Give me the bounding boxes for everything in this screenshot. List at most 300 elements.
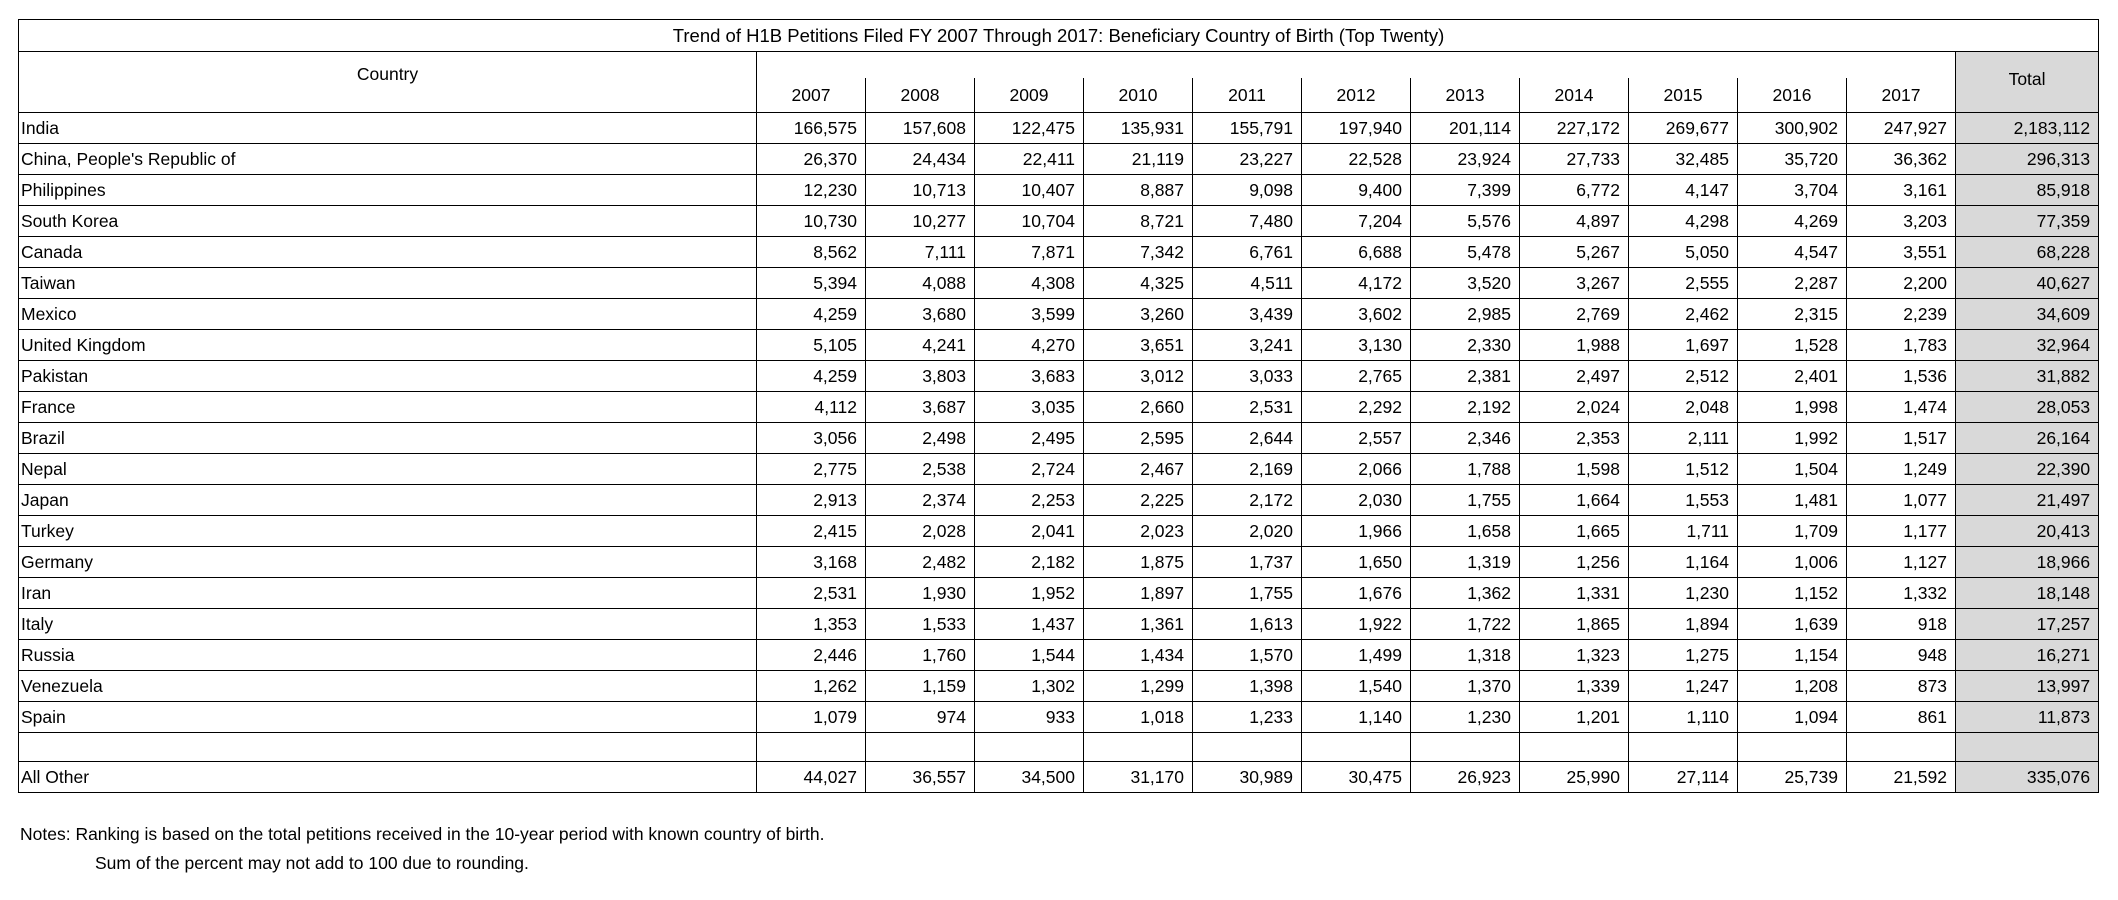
country-cell: Mexico bbox=[19, 299, 757, 330]
year-header-2009: 2009 bbox=[975, 78, 1084, 113]
value-cell-2013: 1,319 bbox=[1411, 547, 1520, 578]
total-cell: 18,966 bbox=[1956, 547, 2099, 578]
value-cell-2011: 2,169 bbox=[1193, 454, 1302, 485]
table-body bbox=[19, 113, 2099, 793]
value-cell-2012: 4,172 bbox=[1302, 268, 1411, 299]
value-cell-2015: 1,711 bbox=[1629, 516, 1738, 547]
value-cell-2016: 1,094 bbox=[1738, 702, 1847, 733]
value-cell-2017: 36,362 bbox=[1847, 144, 1956, 175]
value-cell-2016: 25,739 bbox=[1738, 762, 1847, 793]
table-row-philippines bbox=[19, 175, 2099, 206]
year-header-2013: 2013 bbox=[1411, 78, 1520, 113]
value-cell-2011: 9,098 bbox=[1193, 175, 1302, 206]
value-cell-2007: 1,353 bbox=[757, 609, 866, 640]
value-cell-2012: 6,688 bbox=[1302, 237, 1411, 268]
table-row-china-people-s-republic-of bbox=[19, 144, 2099, 175]
country-cell: Spain bbox=[19, 702, 757, 733]
value-cell-2009: 3,683 bbox=[975, 361, 1084, 392]
value-cell-2013: 201,114 bbox=[1411, 113, 1520, 144]
value-cell-2007: 2,446 bbox=[757, 640, 866, 671]
value-cell-2012: 30,475 bbox=[1302, 762, 1411, 793]
total-cell: 296,313 bbox=[1956, 144, 2099, 175]
value-cell-2009: 933 bbox=[975, 702, 1084, 733]
value-cell-2013: 3,520 bbox=[1411, 268, 1520, 299]
value-cell-2017: 1,536 bbox=[1847, 361, 1956, 392]
value-cell-2014: 2,769 bbox=[1520, 299, 1629, 330]
value-cell-2008: 1,533 bbox=[866, 609, 975, 640]
value-cell-2007: 5,394 bbox=[757, 268, 866, 299]
value-cell-2009: 10,407 bbox=[975, 175, 1084, 206]
value-cell-2015: 1,512 bbox=[1629, 454, 1738, 485]
value-cell-2009: 1,302 bbox=[975, 671, 1084, 702]
value-cell-2016: 300,902 bbox=[1738, 113, 1847, 144]
value-cell-2014: 1,598 bbox=[1520, 454, 1629, 485]
country-cell: Italy bbox=[19, 609, 757, 640]
empty-cell bbox=[19, 733, 757, 762]
petitions-table-container bbox=[18, 19, 2098, 793]
value-cell-2012: 9,400 bbox=[1302, 175, 1411, 206]
value-cell-2008: 10,713 bbox=[866, 175, 975, 206]
value-cell-2010: 1,018 bbox=[1084, 702, 1193, 733]
country-cell: South Korea bbox=[19, 206, 757, 237]
value-cell-2015: 1,230 bbox=[1629, 578, 1738, 609]
value-cell-2010: 1,361 bbox=[1084, 609, 1193, 640]
value-cell-2011: 2,644 bbox=[1193, 423, 1302, 454]
value-cell-2008: 1,760 bbox=[866, 640, 975, 671]
value-cell-2014: 2,353 bbox=[1520, 423, 1629, 454]
value-cell-2011: 23,227 bbox=[1193, 144, 1302, 175]
value-cell-2007: 4,112 bbox=[757, 392, 866, 423]
value-cell-2013: 1,230 bbox=[1411, 702, 1520, 733]
table-row-nepal bbox=[19, 454, 2099, 485]
table-row-france bbox=[19, 392, 2099, 423]
value-cell-2009: 2,041 bbox=[975, 516, 1084, 547]
value-cell-2007: 2,913 bbox=[757, 485, 866, 516]
total-cell: 26,164 bbox=[1956, 423, 2099, 454]
value-cell-2017: 1,249 bbox=[1847, 454, 1956, 485]
value-cell-2008: 2,482 bbox=[866, 547, 975, 578]
value-cell-2013: 7,399 bbox=[1411, 175, 1520, 206]
value-cell-2007: 3,168 bbox=[757, 547, 866, 578]
empty-cell bbox=[1738, 733, 1847, 762]
value-cell-2008: 1,930 bbox=[866, 578, 975, 609]
value-cell-2010: 2,660 bbox=[1084, 392, 1193, 423]
country-cell: Venezuela bbox=[19, 671, 757, 702]
table-row-taiwan bbox=[19, 268, 2099, 299]
total-column-header: Total bbox=[1956, 52, 2099, 113]
year-header-2012: 2012 bbox=[1302, 78, 1411, 113]
value-cell-2012: 1,966 bbox=[1302, 516, 1411, 547]
value-cell-2012: 2,030 bbox=[1302, 485, 1411, 516]
table-row-south-korea bbox=[19, 206, 2099, 237]
value-cell-2016: 1,481 bbox=[1738, 485, 1847, 516]
value-cell-2016: 1,528 bbox=[1738, 330, 1847, 361]
value-cell-2007: 10,730 bbox=[757, 206, 866, 237]
table-row-pakistan bbox=[19, 361, 2099, 392]
value-cell-2007: 12,230 bbox=[757, 175, 866, 206]
total-cell: 2,183,112 bbox=[1956, 113, 2099, 144]
value-cell-2010: 2,595 bbox=[1084, 423, 1193, 454]
value-cell-2017: 1,783 bbox=[1847, 330, 1956, 361]
value-cell-2016: 1,006 bbox=[1738, 547, 1847, 578]
value-cell-2015: 1,110 bbox=[1629, 702, 1738, 733]
value-cell-2009: 2,724 bbox=[975, 454, 1084, 485]
value-cell-2008: 974 bbox=[866, 702, 975, 733]
value-cell-2014: 5,267 bbox=[1520, 237, 1629, 268]
total-cell: 77,359 bbox=[1956, 206, 2099, 237]
country-cell: Japan bbox=[19, 485, 757, 516]
table-row-united-kingdom bbox=[19, 330, 2099, 361]
value-cell-2010: 1,875 bbox=[1084, 547, 1193, 578]
value-cell-2010: 31,170 bbox=[1084, 762, 1193, 793]
country-cell: United Kingdom bbox=[19, 330, 757, 361]
h1b-petitions-table bbox=[18, 19, 2099, 793]
blank-separator-row bbox=[19, 733, 2099, 762]
value-cell-2010: 135,931 bbox=[1084, 113, 1193, 144]
value-cell-2013: 1,362 bbox=[1411, 578, 1520, 609]
value-cell-2009: 34,500 bbox=[975, 762, 1084, 793]
value-cell-2010: 2,023 bbox=[1084, 516, 1193, 547]
value-cell-2016: 1,504 bbox=[1738, 454, 1847, 485]
value-cell-2016: 1,709 bbox=[1738, 516, 1847, 547]
value-cell-2011: 155,791 bbox=[1193, 113, 1302, 144]
value-cell-2013: 2,985 bbox=[1411, 299, 1520, 330]
value-cell-2016: 1,154 bbox=[1738, 640, 1847, 671]
value-cell-2016: 2,401 bbox=[1738, 361, 1847, 392]
table-row-russia bbox=[19, 640, 2099, 671]
country-cell: Philippines bbox=[19, 175, 757, 206]
empty-cell bbox=[1629, 733, 1738, 762]
empty-cell bbox=[1956, 733, 2099, 762]
value-cell-2011: 1,613 bbox=[1193, 609, 1302, 640]
value-cell-2015: 2,048 bbox=[1629, 392, 1738, 423]
value-cell-2008: 4,088 bbox=[866, 268, 975, 299]
value-cell-2014: 1,256 bbox=[1520, 547, 1629, 578]
value-cell-2016: 3,704 bbox=[1738, 175, 1847, 206]
note-rounding: Sum of the percent may not add to 100 due to rounding. bbox=[95, 853, 529, 873]
value-cell-2015: 269,677 bbox=[1629, 113, 1738, 144]
year-header-2017: 2017 bbox=[1847, 78, 1956, 113]
value-cell-2015: 4,298 bbox=[1629, 206, 1738, 237]
value-cell-2017: 1,517 bbox=[1847, 423, 1956, 454]
table-row-brazil bbox=[19, 423, 2099, 454]
value-cell-2012: 197,940 bbox=[1302, 113, 1411, 144]
country-column-header: Country bbox=[19, 52, 757, 113]
value-cell-2010: 3,651 bbox=[1084, 330, 1193, 361]
value-cell-2017: 21,592 bbox=[1847, 762, 1956, 793]
total-cell: 16,271 bbox=[1956, 640, 2099, 671]
total-cell: 40,627 bbox=[1956, 268, 2099, 299]
value-cell-2015: 2,512 bbox=[1629, 361, 1738, 392]
value-cell-2007: 26,370 bbox=[757, 144, 866, 175]
value-cell-2011: 30,989 bbox=[1193, 762, 1302, 793]
value-cell-2015: 1,275 bbox=[1629, 640, 1738, 671]
value-cell-2017: 247,927 bbox=[1847, 113, 1956, 144]
value-cell-2013: 2,381 bbox=[1411, 361, 1520, 392]
value-cell-2016: 2,287 bbox=[1738, 268, 1847, 299]
year-header-2008: 2008 bbox=[866, 78, 975, 113]
value-cell-2007: 3,056 bbox=[757, 423, 866, 454]
table-row-venezuela bbox=[19, 671, 2099, 702]
table-row-all-other bbox=[19, 762, 2099, 793]
value-cell-2013: 5,576 bbox=[1411, 206, 1520, 237]
value-cell-2011: 2,531 bbox=[1193, 392, 1302, 423]
value-cell-2015: 1,894 bbox=[1629, 609, 1738, 640]
value-cell-2008: 36,557 bbox=[866, 762, 975, 793]
country-cell: Russia bbox=[19, 640, 757, 671]
empty-cell bbox=[1084, 733, 1193, 762]
value-cell-2015: 32,485 bbox=[1629, 144, 1738, 175]
value-cell-2015: 1,247 bbox=[1629, 671, 1738, 702]
value-cell-2008: 3,687 bbox=[866, 392, 975, 423]
value-cell-2011: 4,511 bbox=[1193, 268, 1302, 299]
value-cell-2015: 2,555 bbox=[1629, 268, 1738, 299]
value-cell-2012: 2,066 bbox=[1302, 454, 1411, 485]
value-cell-2016: 1,152 bbox=[1738, 578, 1847, 609]
value-cell-2013: 5,478 bbox=[1411, 237, 1520, 268]
empty-cell bbox=[1411, 733, 1520, 762]
total-cell: 34,609 bbox=[1956, 299, 2099, 330]
value-cell-2017: 918 bbox=[1847, 609, 1956, 640]
value-cell-2016: 35,720 bbox=[1738, 144, 1847, 175]
empty-cell bbox=[757, 733, 866, 762]
value-cell-2013: 1,755 bbox=[1411, 485, 1520, 516]
value-cell-2008: 24,434 bbox=[866, 144, 975, 175]
empty-cell bbox=[866, 733, 975, 762]
value-cell-2012: 1,140 bbox=[1302, 702, 1411, 733]
value-cell-2011: 3,033 bbox=[1193, 361, 1302, 392]
country-cell: France bbox=[19, 392, 757, 423]
value-cell-2017: 1,077 bbox=[1847, 485, 1956, 516]
value-cell-2009: 3,035 bbox=[975, 392, 1084, 423]
value-cell-2017: 873 bbox=[1847, 671, 1956, 702]
year-header-2007: 2007 bbox=[757, 78, 866, 113]
value-cell-2012: 22,528 bbox=[1302, 144, 1411, 175]
value-cell-2011: 1,737 bbox=[1193, 547, 1302, 578]
value-cell-2008: 1,159 bbox=[866, 671, 975, 702]
country-cell: Canada bbox=[19, 237, 757, 268]
value-cell-2009: 1,952 bbox=[975, 578, 1084, 609]
value-cell-2010: 3,012 bbox=[1084, 361, 1193, 392]
value-cell-2016: 1,639 bbox=[1738, 609, 1847, 640]
value-cell-2010: 1,897 bbox=[1084, 578, 1193, 609]
table-row-italy bbox=[19, 609, 2099, 640]
country-cell: Germany bbox=[19, 547, 757, 578]
value-cell-2012: 1,922 bbox=[1302, 609, 1411, 640]
value-cell-2012: 1,499 bbox=[1302, 640, 1411, 671]
value-cell-2007: 5,105 bbox=[757, 330, 866, 361]
total-cell: 335,076 bbox=[1956, 762, 2099, 793]
value-cell-2009: 2,182 bbox=[975, 547, 1084, 578]
value-cell-2014: 227,172 bbox=[1520, 113, 1629, 144]
value-cell-2017: 1,332 bbox=[1847, 578, 1956, 609]
value-cell-2009: 1,437 bbox=[975, 609, 1084, 640]
value-cell-2014: 1,201 bbox=[1520, 702, 1629, 733]
value-cell-2014: 1,664 bbox=[1520, 485, 1629, 516]
table-row-japan bbox=[19, 485, 2099, 516]
value-cell-2012: 1,676 bbox=[1302, 578, 1411, 609]
country-cell: Taiwan bbox=[19, 268, 757, 299]
value-cell-2017: 1,474 bbox=[1847, 392, 1956, 423]
value-cell-2015: 2,462 bbox=[1629, 299, 1738, 330]
value-cell-2013: 23,924 bbox=[1411, 144, 1520, 175]
value-cell-2013: 1,722 bbox=[1411, 609, 1520, 640]
empty-cell bbox=[1847, 733, 1956, 762]
value-cell-2011: 1,233 bbox=[1193, 702, 1302, 733]
value-cell-2014: 1,865 bbox=[1520, 609, 1629, 640]
value-cell-2010: 1,434 bbox=[1084, 640, 1193, 671]
value-cell-2007: 1,079 bbox=[757, 702, 866, 733]
value-cell-2016: 4,547 bbox=[1738, 237, 1847, 268]
value-cell-2007: 44,027 bbox=[757, 762, 866, 793]
value-cell-2013: 1,318 bbox=[1411, 640, 1520, 671]
empty-cell bbox=[1193, 733, 1302, 762]
country-cell: Iran bbox=[19, 578, 757, 609]
value-cell-2011: 1,570 bbox=[1193, 640, 1302, 671]
total-cell: 31,882 bbox=[1956, 361, 2099, 392]
total-cell: 17,257 bbox=[1956, 609, 2099, 640]
value-cell-2017: 1,177 bbox=[1847, 516, 1956, 547]
value-cell-2015: 27,114 bbox=[1629, 762, 1738, 793]
value-cell-2009: 4,270 bbox=[975, 330, 1084, 361]
value-cell-2011: 1,398 bbox=[1193, 671, 1302, 702]
value-cell-2009: 10,704 bbox=[975, 206, 1084, 237]
empty-cell bbox=[1520, 733, 1629, 762]
table-row-canada bbox=[19, 237, 2099, 268]
value-cell-2009: 3,599 bbox=[975, 299, 1084, 330]
value-cell-2009: 2,495 bbox=[975, 423, 1084, 454]
value-cell-2017: 861 bbox=[1847, 702, 1956, 733]
value-cell-2008: 157,608 bbox=[866, 113, 975, 144]
table-row-india bbox=[19, 113, 2099, 144]
empty-cell bbox=[1302, 733, 1411, 762]
value-cell-2011: 2,020 bbox=[1193, 516, 1302, 547]
country-cell: China, People's Republic of bbox=[19, 144, 757, 175]
total-cell: 11,873 bbox=[1956, 702, 2099, 733]
value-cell-2013: 1,370 bbox=[1411, 671, 1520, 702]
value-cell-2013: 2,346 bbox=[1411, 423, 1520, 454]
value-cell-2016: 1,208 bbox=[1738, 671, 1847, 702]
value-cell-2007: 8,562 bbox=[757, 237, 866, 268]
value-cell-2009: 4,308 bbox=[975, 268, 1084, 299]
value-cell-2016: 4,269 bbox=[1738, 206, 1847, 237]
value-cell-2011: 7,480 bbox=[1193, 206, 1302, 237]
empty-cell bbox=[975, 733, 1084, 762]
value-cell-2008: 7,111 bbox=[866, 237, 975, 268]
value-cell-2015: 4,147 bbox=[1629, 175, 1738, 206]
year-header-2016: 2016 bbox=[1738, 78, 1847, 113]
value-cell-2008: 3,803 bbox=[866, 361, 975, 392]
value-cell-2007: 4,259 bbox=[757, 299, 866, 330]
table-row-mexico bbox=[19, 299, 2099, 330]
value-cell-2007: 4,259 bbox=[757, 361, 866, 392]
value-cell-2007: 166,575 bbox=[757, 113, 866, 144]
year-group-header bbox=[757, 52, 1956, 79]
value-cell-2014: 4,897 bbox=[1520, 206, 1629, 237]
value-cell-2015: 1,553 bbox=[1629, 485, 1738, 516]
value-cell-2009: 22,411 bbox=[975, 144, 1084, 175]
total-cell: 22,390 bbox=[1956, 454, 2099, 485]
total-cell: 68,228 bbox=[1956, 237, 2099, 268]
value-cell-2016: 1,998 bbox=[1738, 392, 1847, 423]
value-cell-2010: 21,119 bbox=[1084, 144, 1193, 175]
value-cell-2013: 26,923 bbox=[1411, 762, 1520, 793]
total-cell: 20,413 bbox=[1956, 516, 2099, 547]
value-cell-2010: 8,721 bbox=[1084, 206, 1193, 237]
value-cell-2010: 7,342 bbox=[1084, 237, 1193, 268]
value-cell-2016: 1,992 bbox=[1738, 423, 1847, 454]
value-cell-2008: 2,028 bbox=[866, 516, 975, 547]
year-header-2011: 2011 bbox=[1193, 78, 1302, 113]
value-cell-2010: 8,887 bbox=[1084, 175, 1193, 206]
value-cell-2010: 1,299 bbox=[1084, 671, 1193, 702]
value-cell-2014: 1,331 bbox=[1520, 578, 1629, 609]
total-cell: 28,053 bbox=[1956, 392, 2099, 423]
value-cell-2014: 27,733 bbox=[1520, 144, 1629, 175]
value-cell-2012: 2,557 bbox=[1302, 423, 1411, 454]
value-cell-2014: 2,497 bbox=[1520, 361, 1629, 392]
value-cell-2015: 2,111 bbox=[1629, 423, 1738, 454]
table-row-germany bbox=[19, 547, 2099, 578]
value-cell-2012: 7,204 bbox=[1302, 206, 1411, 237]
value-cell-2013: 1,658 bbox=[1411, 516, 1520, 547]
value-cell-2014: 1,988 bbox=[1520, 330, 1629, 361]
value-cell-2011: 3,241 bbox=[1193, 330, 1302, 361]
value-cell-2014: 2,024 bbox=[1520, 392, 1629, 423]
total-cell: 21,497 bbox=[1956, 485, 2099, 516]
value-cell-2016: 2,315 bbox=[1738, 299, 1847, 330]
value-cell-2010: 3,260 bbox=[1084, 299, 1193, 330]
value-cell-2007: 1,262 bbox=[757, 671, 866, 702]
total-cell: 13,997 bbox=[1956, 671, 2099, 702]
value-cell-2015: 1,164 bbox=[1629, 547, 1738, 578]
value-cell-2007: 2,415 bbox=[757, 516, 866, 547]
value-cell-2014: 3,267 bbox=[1520, 268, 1629, 299]
value-cell-2009: 7,871 bbox=[975, 237, 1084, 268]
value-cell-2008: 3,680 bbox=[866, 299, 975, 330]
value-cell-2012: 2,292 bbox=[1302, 392, 1411, 423]
country-cell: India bbox=[19, 113, 757, 144]
value-cell-2012: 2,765 bbox=[1302, 361, 1411, 392]
country-cell: All Other bbox=[19, 762, 757, 793]
value-cell-2007: 2,775 bbox=[757, 454, 866, 485]
value-cell-2014: 1,339 bbox=[1520, 671, 1629, 702]
value-cell-2015: 1,697 bbox=[1629, 330, 1738, 361]
value-cell-2011: 6,761 bbox=[1193, 237, 1302, 268]
value-cell-2012: 3,130 bbox=[1302, 330, 1411, 361]
country-cell: Pakistan bbox=[19, 361, 757, 392]
value-cell-2017: 2,239 bbox=[1847, 299, 1956, 330]
value-cell-2008: 2,374 bbox=[866, 485, 975, 516]
table-row-spain bbox=[19, 702, 2099, 733]
total-cell: 85,918 bbox=[1956, 175, 2099, 206]
year-header-2015: 2015 bbox=[1629, 78, 1738, 113]
value-cell-2014: 6,772 bbox=[1520, 175, 1629, 206]
value-cell-2017: 3,161 bbox=[1847, 175, 1956, 206]
value-cell-2010: 2,225 bbox=[1084, 485, 1193, 516]
year-header-2014: 2014 bbox=[1520, 78, 1629, 113]
value-cell-2007: 2,531 bbox=[757, 578, 866, 609]
value-cell-2014: 25,990 bbox=[1520, 762, 1629, 793]
value-cell-2017: 3,203 bbox=[1847, 206, 1956, 237]
value-cell-2011: 1,755 bbox=[1193, 578, 1302, 609]
value-cell-2012: 1,540 bbox=[1302, 671, 1411, 702]
value-cell-2017: 948 bbox=[1847, 640, 1956, 671]
value-cell-2017: 2,200 bbox=[1847, 268, 1956, 299]
table-title: Trend of H1B Petitions Filed FY 2007 Through 2017: Beneficiary Country of Birth (Top Twenty) bbox=[19, 20, 2099, 52]
value-cell-2008: 2,498 bbox=[866, 423, 975, 454]
value-cell-2013: 1,788 bbox=[1411, 454, 1520, 485]
